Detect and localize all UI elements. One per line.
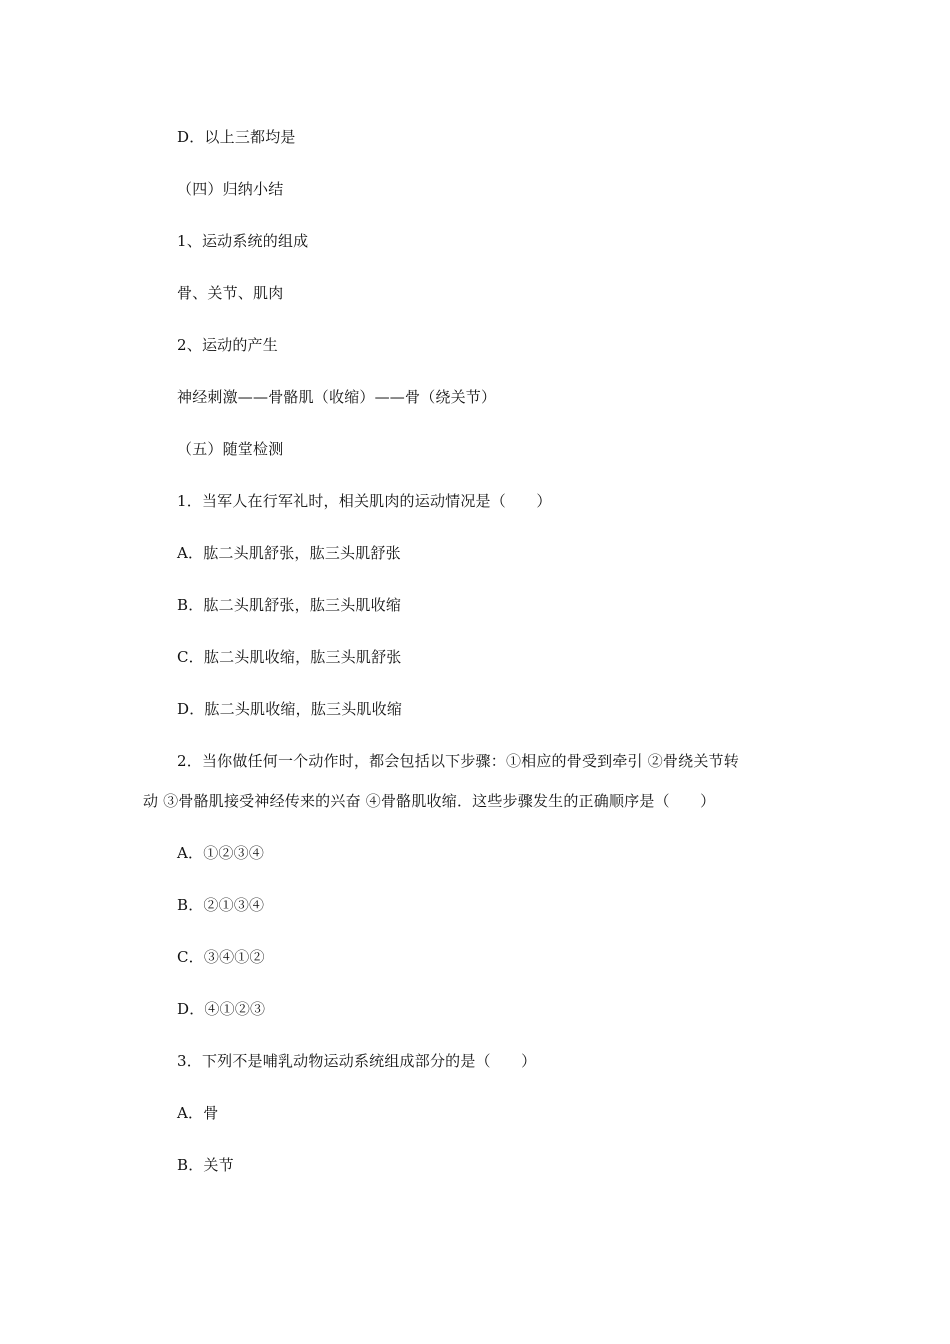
summary-item-heading: 2、运动的产生: [177, 336, 278, 354]
option-line: B．②①③④: [177, 896, 265, 914]
option-line: A．肱二头肌舒张，肱三头肌舒张: [177, 544, 401, 562]
option-line: A．①②③④: [177, 844, 265, 862]
summary-item-heading: 1、运动系统的组成: [177, 232, 309, 250]
option-line: D．肱二头肌收缩，肱三头肌收缩: [177, 700, 403, 718]
option-line: A．骨: [177, 1104, 219, 1122]
question-line: 2．当你做任何一个动作时，都会包括以下步骤：①相应的骨受到牵引 ②骨绕关节转: [177, 752, 739, 770]
option-line: C．③④①②: [177, 948, 265, 966]
question-line: 3．下列不是哺乳动物运动系统组成部分的是（ ）: [177, 1052, 537, 1070]
option-line: D．④①②③: [177, 1000, 266, 1018]
option-line: B．肱二头肌舒张，肱三头肌收缩: [177, 596, 402, 614]
section-heading: （四）归纳小结: [177, 180, 284, 198]
section-heading: （五）随堂检测: [177, 440, 284, 458]
summary-item-text: 神经刺激——骨骼肌（收缩）——骨（绕关节）: [177, 388, 497, 406]
summary-item-text: 骨、关节、肌肉: [177, 284, 284, 302]
option-line: D．以上三都均是: [177, 128, 296, 146]
option-line: B．关节: [177, 1156, 234, 1174]
question-line-continued: 动 ③骨骼肌接受神经传来的兴奋 ④骨骼肌收缩．这些步骤发生的正确顺序是（ ）: [143, 792, 716, 810]
question-line: 1．当军人在行军礼时，相关肌肉的运动情况是（ ）: [177, 492, 552, 510]
option-line: C．肱二头肌收缩，肱三头肌舒张: [177, 648, 402, 666]
